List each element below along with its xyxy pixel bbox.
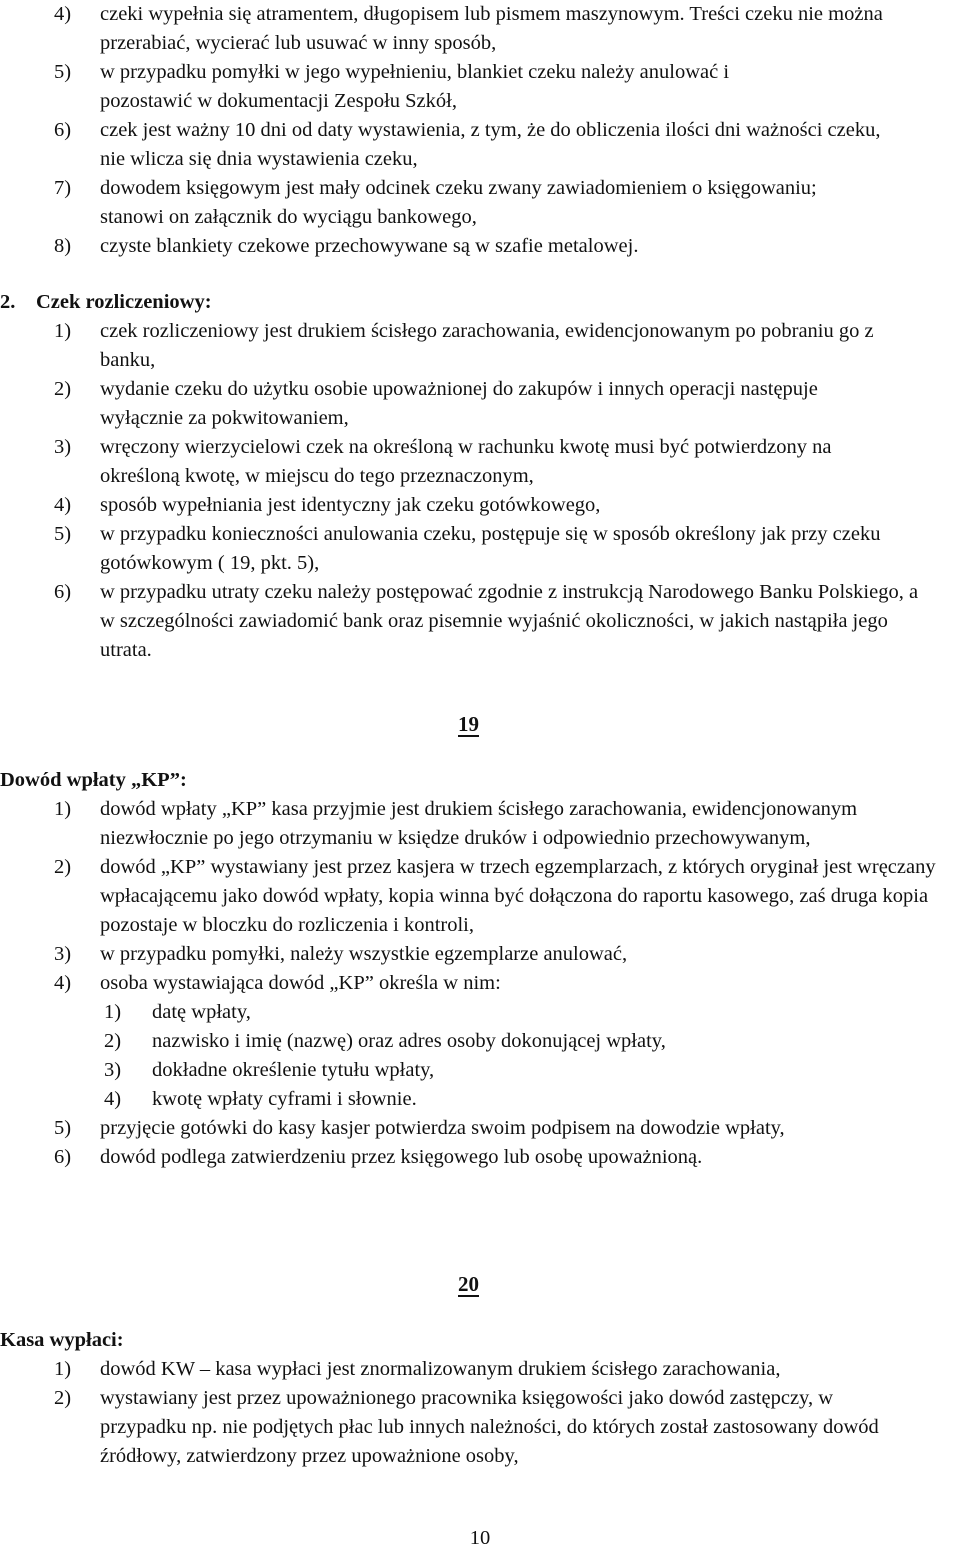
list-item-text: dowód „KP” wystawiany jest przez kasjera w trzech egzemplarzach, z których oryginał jest wręczany wpłacającemu jako dowód wpłaty, kopia winna być dołączona do raportu kasowego, zaś druga kopia pozostaje w bloczku do rozliczenia i kontroli, <box>100 856 936 936</box>
list-item-text: w przypadku pomyłki, należy wszystkie egzemplarze anulować, <box>100 943 628 965</box>
list-item-number: 2) <box>54 378 72 400</box>
payment-receipt-section <box>0 766 960 1172</box>
settlement-check-section <box>0 288 960 665</box>
list-item-text: dowód podlega zatwierdzeniu przez księgowego lub osobę upoważnioną. <box>100 1146 703 1168</box>
sub-list-item-number: 4) <box>104 1088 122 1110</box>
list-item-number: 8) <box>54 235 72 257</box>
list-item-number: 1) <box>54 798 72 820</box>
list-item-number: 5) <box>54 61 72 83</box>
list-item-text: w przypadku pomyłki w jego wypełnieniu, blankiet czeku należy anulować i pozostawić w dokumentacji Zespołu Szkół, <box>100 61 730 112</box>
list-item <box>0 174 960 232</box>
list-item <box>0 375 960 433</box>
sub-list-item-text: dokładne określenie tytułu wpłaty, <box>152 1059 435 1081</box>
list-item-text: w przypadku konieczności anulowania czeku, postępuje się w sposób określony jak przy czeku gotówkowym ( 19, pkt. 5), <box>100 523 881 574</box>
list-item-number: 2) <box>54 1387 72 1409</box>
sub-list-item <box>0 1085 960 1114</box>
list-item <box>0 578 960 665</box>
sub-list-item-text: kwotę wpłaty cyframi i słownie. <box>152 1088 417 1110</box>
list-item-number: 5) <box>54 523 72 545</box>
list-item-text: czek rozliczeniowy jest drukiem ścisłego zarachowania, ewidencjonowanym po pobraniu go z banku, <box>100 320 874 371</box>
section-heading-number: 2. <box>0 291 16 313</box>
list-item-text: czek jest ważny 10 dni od daty wystawienia, z tym, że do obliczenia ilości dni ważności czeku, nie wlicza się dnia wystawienia czeku, <box>100 119 881 170</box>
section-mark-19: 19 <box>458 712 479 736</box>
sub-list-item-text: datę wpłaty, <box>152 1001 251 1023</box>
list-item-number: 6) <box>54 1146 72 1168</box>
list-item <box>0 58 960 116</box>
list-item-number: 7) <box>54 177 72 199</box>
list-item-text: wręczony wierzycielowi czek na określoną w rachunku kwotę musi być potwierdzony na określoną kwotę, w miejscu do tego przeznaczonym, <box>100 436 832 487</box>
list-item <box>0 969 960 998</box>
list-item <box>0 232 960 261</box>
list-item-number: 1) <box>54 320 72 342</box>
list-item-number: 2) <box>54 856 72 878</box>
sub-list-item-number: 1) <box>104 1001 122 1023</box>
check-rules-list <box>0 0 960 261</box>
list-item-text: wydanie czeku do użytku osobie upoważnionej do zakupów i innych operacji następuje wyłącznie za pokwitowaniem, <box>100 378 818 429</box>
page-number: 10 <box>469 1527 491 1549</box>
list-item <box>0 1355 960 1384</box>
sub-list-item <box>0 1027 960 1056</box>
list-item-number: 3) <box>54 943 72 965</box>
list-item-text: czyste blankiety czekowe przechowywane są w szafie metalowej. <box>100 235 639 257</box>
section-heading: Kasa wypłaci: <box>0 1329 124 1351</box>
list-item <box>0 0 960 58</box>
list-item-number: 3) <box>54 436 72 458</box>
list-item <box>0 1143 960 1172</box>
section-heading-text: Czek rozliczeniowy: <box>36 291 212 313</box>
list-item-number: 6) <box>54 581 72 603</box>
sub-list-item <box>0 1056 960 1085</box>
list-item-text: w przypadku utraty czeku należy postępować zgodnie z instrukcją Narodowego Banku Polskiego, a w szczególności zawiadomić bank oraz pisemnie wyjaśnić okoliczności, w jakich nastąpiła jego utrata. <box>100 581 919 661</box>
list-item <box>0 1114 960 1143</box>
section-heading <box>0 288 960 317</box>
list-item-text: dowód wpłaty „KP” kasa przyjmie jest drukiem ścisłego zarachowania, ewidencjonowanym niezwłocznie po jego otrzymaniu w księdze druków i odpowiednio przechowywanym, <box>100 798 858 849</box>
list-item-number: 6) <box>54 119 72 141</box>
list-item-text: osoba wystawiająca dowód „KP” określa w nim: <box>100 972 501 994</box>
sub-list-item-number: 3) <box>104 1059 122 1081</box>
section-heading: Dowód wpłaty „KP”: <box>0 769 187 791</box>
list-item-number: 5) <box>54 1117 72 1139</box>
list-item <box>0 940 960 969</box>
sub-list-item <box>0 998 960 1027</box>
list-item-text: przyjęcie gotówki do kasy kasjer potwierdza swoim podpisem na dowodzie wpłaty, <box>100 1117 785 1139</box>
list-item <box>0 491 960 520</box>
list-item <box>0 116 960 174</box>
list-item <box>0 520 960 578</box>
list-item-number: 4) <box>54 972 72 994</box>
section-mark-20: 20 <box>458 1272 479 1296</box>
sub-list-item-text: nazwisko i imię (nazwę) oraz adres osoby dokonującej wpłaty, <box>152 1030 666 1052</box>
list-item <box>0 853 960 940</box>
sub-list-item-number: 2) <box>104 1030 122 1052</box>
list-item-text: dowód KW – kasa wypłaci jest znormalizowanym drukiem ścisłego zarachowania, <box>100 1358 781 1380</box>
list-item-text: dowodem księgowym jest mały odcinek czeku zwany zawiadomieniem o księgowaniu; stanowi on załącznik do wyciągu bankowego, <box>100 177 817 228</box>
list-item-text: sposób wypełniania jest identyczny jak czeku gotówkowego, <box>100 494 601 516</box>
list-item-text: czeki wypełnia się atramentem, długopisem lub pismem maszynowym. Treści czeku nie można przerabiać, wycierać lub usuwać w inny sposób, <box>100 3 883 54</box>
list-item <box>0 317 960 375</box>
cash-payout-section <box>0 1326 960 1471</box>
list-item-number: 1) <box>54 1358 72 1380</box>
list-item <box>0 433 960 491</box>
list-item-number: 4) <box>54 3 72 25</box>
list-item <box>0 795 960 853</box>
list-item <box>0 1384 960 1471</box>
list-item-text: wystawiany jest przez upoważnionego pracownika księgowości jako dowód zastępczy, w przypadku np. nie podjętych płac lub innych należności, do których został zastosowany dowód źródłowy, zatwierdzony przez upoważnione osoby, <box>100 1387 879 1467</box>
list-item-number: 4) <box>54 494 72 516</box>
